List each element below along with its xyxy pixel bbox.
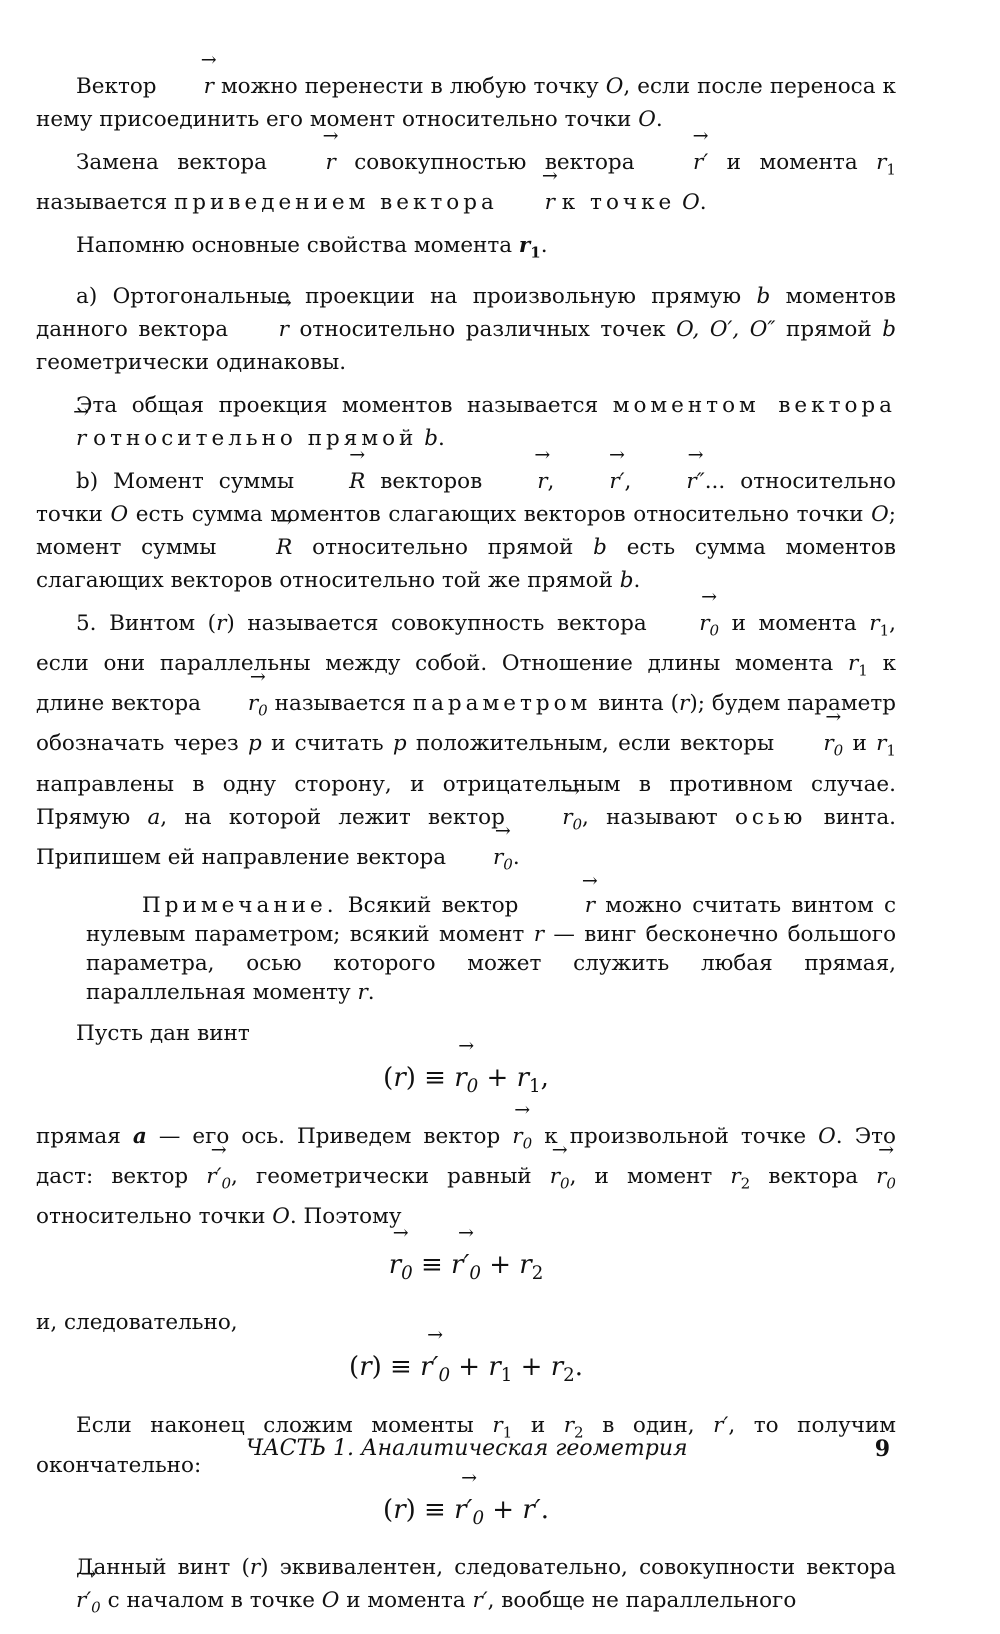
paragraph-equivalence: Данный винт (r) эквивалентен, следовательно, совокупности вектора → $r'_0$ с началом в точке O и момента r′, вообще не параллельного: [36, 1551, 896, 1624]
paragraph-consequently: и, следовательно,: [36, 1310, 238, 1336]
paragraph-given-screw: Пусть дан винт: [76, 1021, 250, 1047]
formula-vector-reduced: → $r_0$ ≡ → $r'_0 + r_2$: [36, 1243, 896, 1296]
formula-screw: (r) ≡ → $r_0 + r_1$,: [36, 1056, 896, 1109]
formula-screw-expanded: (r) ≡ → $r'_0 + r_1 + r_2$.: [36, 1345, 896, 1398]
paragraph-property-b: b) Момент суммы → R векторов → r, → r′, → r″... относительно точки O есть сумма моментов слагающих векторов относительно точки O; момент суммы → R относительно прямой b есть сумма моментов слагающих векторов относительно той же прямой b.: [36, 465, 896, 597]
page-number: 9: [874, 1436, 890, 1462]
paragraph-properties-intro: Напомню основные свойства момента $r_1$.: [76, 233, 548, 262]
paragraph-replacement: Замена вектора → r совокупностью вектора → r′ и момента $r_1$ называется приведением вектора → r к точке O.: [36, 146, 896, 219]
paragraph-screw-definition: 5. Винтом (r) называется совокупность вектора → $r_0$ и момента $r_1$, если они параллельны между собой. Отношение длины момента $r_1$ к длине вектора → $r_0$ называется параметром винта (r); будем параметр обозначать через p и считать p положительным, если векторы → $r_0$ и $r_1$ направлены в одну сторону, и отрицательным в противном случае. Прямую a, на которой лежит вектор → $r_0$, называют осью винта. Припишем ей направление вектора → $r_0$.: [36, 607, 896, 882]
paragraph-property-a: а) Ортогональные проекции на произвольную прямую b моментов данного вектора → r относительно различных точек O, O′, O″ прямой b геометрически одинаковы.: [36, 280, 896, 379]
footer-title: ЧАСТЬ 1. Аналитическая геометрия: [246, 1436, 688, 1461]
formula-screw-final: (r) ≡ → $r'_0 + r'$.: [36, 1488, 896, 1541]
paragraph-reduction: прямая a — его ось. Приведем вектор → $r_0$ к произвольной точке O. Это даст: вектор → $r'_0$, геометрически равный → $r_0$, и момент $r_2$ вектора → $r_0$ относительно точки O. Поэтому: [36, 1120, 896, 1234]
paragraph-transfer: Вектор → r можно перенести в любую точку O, если после переноса к нему присоединить его момент относительно точки O.: [36, 70, 896, 136]
note-paragraph: Примечание. Всякий вектор → r можно считать винтом с нулевым параметром; всякий момент r — винг бесконечно большого параметра, осью которого может служить любая прямая, параллельная моменту r.: [86, 891, 896, 1007]
paragraph-combine-moments: Если наконец сложим моменты $r_1$ и $r_2$ в один, r′, то получим окончательно:: [36, 1412, 896, 1478]
paragraph-moment-about-line: Эта общая проекция моментов называется моментом вектора → r относительно прямой b.: [36, 389, 896, 455]
page-footer: [36, 1436, 896, 1466]
page-body: [36, 70, 896, 1634]
